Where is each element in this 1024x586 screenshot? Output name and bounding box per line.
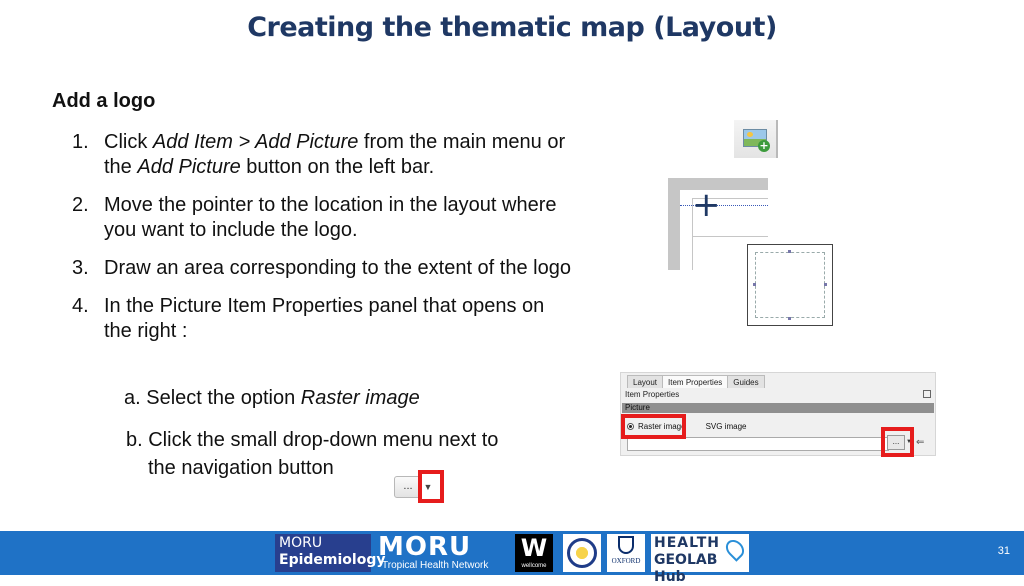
data-defined-override-icon[interactable]: ⇐	[916, 437, 925, 448]
list-item	[72, 193, 572, 243]
health-geolab-hub-logo: HEALTH GEOLAB Hub	[651, 534, 749, 572]
section-heading: Add a logo	[52, 90, 156, 112]
resize-handle[interactable]	[788, 250, 791, 253]
resize-handle[interactable]	[753, 283, 756, 286]
oxford-logo: OXFORD	[607, 534, 645, 572]
plus-icon: +	[759, 139, 769, 152]
list-item	[72, 130, 572, 180]
step-text: Draw an area corresponding to the extent of the logo	[104, 257, 571, 279]
chevron-down-icon[interactable]: ▼	[423, 482, 433, 492]
step-number: 1.	[72, 131, 89, 153]
mahidol-seal-logo	[563, 534, 601, 572]
ruler-vertical	[668, 178, 680, 270]
resize-handle[interactable]	[788, 317, 791, 320]
resize-handle[interactable]	[824, 283, 827, 286]
tab-layout[interactable]: Layout	[627, 375, 663, 388]
crosshair-cursor-icon: +	[692, 185, 721, 225]
step-text: Click Add Item > Add Picture from the main menu or the Add Picture button on the left bar.	[104, 131, 566, 178]
nav-dropdown-highlight	[418, 470, 444, 503]
list-item	[72, 256, 572, 281]
step-text: In the Picture Item Properties panel that opens on the right :	[104, 295, 545, 342]
chevron-down-icon[interactable]: ▼	[906, 439, 912, 445]
seal-icon	[567, 538, 597, 568]
undock-icon[interactable]	[923, 390, 931, 398]
step-number: 3.	[72, 257, 89, 279]
raster-image-highlight	[621, 414, 686, 439]
panel-tabs	[627, 375, 764, 389]
moru-tropical-health-logo: MORU Tropical Health Network	[378, 532, 489, 571]
svg-image-label[interactable]: SVG image	[705, 421, 747, 431]
step-text: Move the pointer to the location in the layout where you want to include the logo.	[104, 194, 557, 241]
raster-image-label: Raster image	[638, 421, 686, 431]
slide-number: 31	[997, 545, 1010, 557]
tab-guides[interactable]: Guides	[727, 375, 764, 388]
browse-button[interactable]: ...	[887, 435, 905, 450]
moru-epidemiology-logo: MORU Epidemiology	[275, 534, 371, 572]
picture-frame-inner	[755, 252, 825, 318]
steps-list	[72, 130, 572, 357]
step-number: 2.	[72, 194, 89, 216]
navigation-button[interactable]: ...	[394, 476, 422, 498]
layout-canvas-illustration	[668, 178, 833, 328]
tab-item-properties[interactable]: Item Properties	[662, 375, 728, 388]
footer-bar	[0, 531, 1024, 585]
substep-b: b. Click the small drop-down menu next to the navigation button	[126, 429, 499, 479]
wellcome-logo: W wellcome	[515, 534, 553, 572]
list-item	[72, 294, 572, 344]
substep-a: a. Select the option Raster image	[124, 387, 420, 409]
add-picture-icon[interactable]	[734, 120, 778, 158]
picture-frame[interactable]	[747, 244, 833, 326]
slide-title: Creating the thematic map (Layout)	[247, 12, 777, 43]
page-divider	[692, 236, 768, 237]
image-path-input[interactable]	[627, 437, 889, 451]
step-number: 4.	[72, 295, 89, 317]
dropdown-highlight	[881, 427, 914, 457]
crest-icon	[618, 536, 634, 554]
picture-section-header[interactable]: Picture	[622, 403, 934, 413]
panel-header: Item Properties	[625, 390, 931, 401]
